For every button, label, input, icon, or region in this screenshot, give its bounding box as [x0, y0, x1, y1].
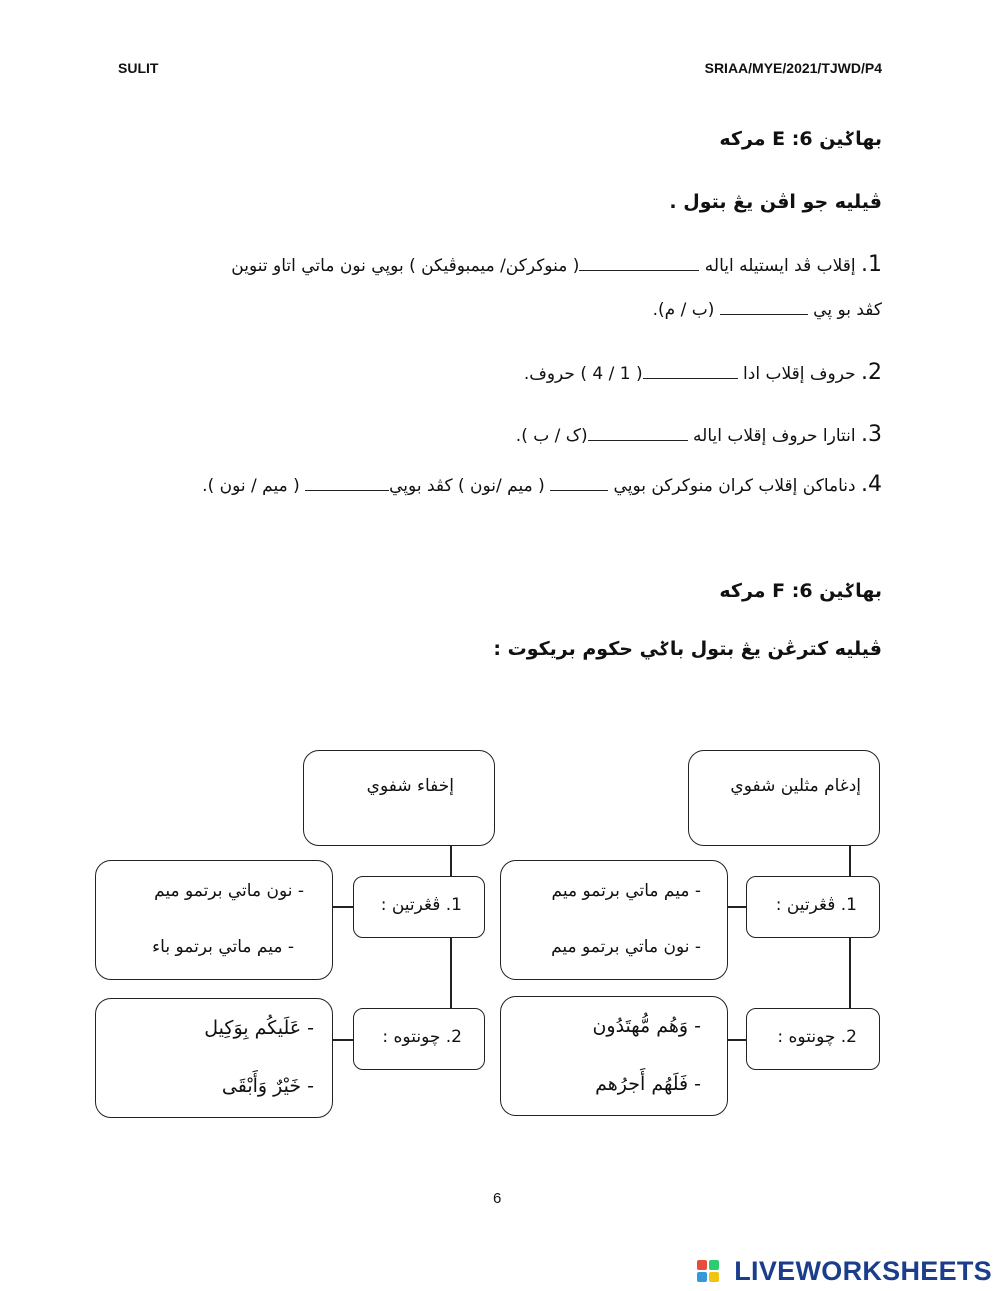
- liveworksheets-logo-icon: [697, 1260, 719, 1282]
- question-1-blank-2[interactable]: [720, 300, 808, 315]
- question-4-text-a: دناماکن إقلاب کران منوکرکن بوڽي: [613, 476, 856, 496]
- right-example-label: 2. چونتوه :: [777, 1027, 857, 1047]
- left-definition-2: - ميم ماتي برتمو باء: [152, 937, 294, 957]
- question-2-text-a: حروف إقلاب ادا: [743, 364, 856, 384]
- question-4-blank-1[interactable]: [550, 476, 608, 491]
- header-left: SULIT: [118, 60, 159, 76]
- header-right: SRIAA/MYE/2021/TJWD/P4: [704, 60, 882, 76]
- left-title-box: [303, 750, 495, 846]
- section-f-title: بهاݢين F :6 مرکه: [719, 580, 882, 602]
- question-1-text-c: کڤد بو ڽي: [813, 300, 882, 320]
- right-connector-1: [726, 906, 748, 908]
- question-3: [516, 422, 882, 447]
- question-3-text-b: (ک / ب ).: [515, 426, 588, 446]
- question-1-blank-1[interactable]: [579, 256, 699, 271]
- right-example-box: [500, 996, 728, 1116]
- liveworksheets-logo[interactable]: LIVEWORKSHEETS: [734, 1256, 992, 1286]
- question-4-number: 4.: [861, 472, 882, 497]
- left-example-box: [95, 998, 333, 1118]
- question-3-blank[interactable]: [588, 426, 688, 441]
- question-3-text-a: انتارا حروف إقلاب اياله: [693, 426, 856, 446]
- left-definition-1: - نون ماتي برتمو ميم: [154, 881, 304, 901]
- right-example-1: - وَهُم مُّهتَدُون: [592, 1015, 701, 1037]
- left-example-label-box: [353, 1008, 485, 1070]
- question-1-line-2: [653, 300, 882, 320]
- question-4-text-c: ( ميم / نون ).: [202, 476, 300, 496]
- right-connector-2: [726, 1039, 748, 1041]
- question-1-text-b: ( منوکرکن/ ميمبوڤيکن ) بوڽي نون ماتي اتاو تنوين: [231, 256, 580, 276]
- right-definition-2: - نون ماتي برتمو ميم: [551, 937, 701, 957]
- right-title-box: [688, 750, 880, 846]
- right-definition-box: [500, 860, 728, 980]
- right-title: إدغام مثلين شفوي: [730, 776, 861, 796]
- section-e-instruction: ڤيليه جو اڤن يڠ بتول .: [669, 191, 882, 213]
- right-example-label-box: [746, 1008, 880, 1070]
- question-1-text-a: إقلاب ڤد ايستيله اياله: [704, 256, 856, 276]
- left-definition-box: [95, 860, 333, 980]
- question-1-number: 1.: [861, 252, 882, 277]
- question-1-line-1: [231, 252, 882, 277]
- question-2-blank[interactable]: [643, 364, 738, 379]
- question-4-blank-2[interactable]: [305, 476, 389, 491]
- left-connector-2: [332, 1039, 354, 1041]
- section-e-title: بهاݢين E :6 مرکه: [719, 128, 882, 150]
- left-example-label: 2. چونتوه :: [382, 1027, 462, 1047]
- left-title: إخفاء شفوي: [366, 776, 454, 796]
- question-4: [202, 472, 882, 497]
- question-4-text-b: ( ميم /نون ) کڤد بوڽي: [389, 476, 545, 496]
- right-example-2: - فَلَهُم أَجرُهم: [595, 1073, 701, 1095]
- right-definition-1: - ميم ماتي برتمو ميم: [551, 881, 701, 901]
- section-f-instruction: ڤيليه کترڠن يڠ بتول باݢي حکوم بريکوت :: [493, 638, 882, 660]
- left-example-1: - عَلَيكُم بِوَكِيل: [204, 1017, 314, 1039]
- left-connector-1: [332, 906, 354, 908]
- question-1-text-d: (ب / م).: [652, 300, 715, 320]
- question-2: [524, 360, 882, 385]
- left-definition-label-box: [353, 876, 485, 938]
- page-number: 6: [493, 1190, 502, 1207]
- question-2-text-b: ( 1 / 4 ) حروف.: [523, 364, 643, 384]
- left-example-2: - خَيْرٌ وَأَبْقَى: [221, 1075, 314, 1097]
- left-definition-label: 1. ڤڠرتين :: [380, 895, 462, 915]
- question-2-number: 2.: [861, 360, 882, 385]
- right-definition-label: 1. ڤڠرتين :: [775, 895, 857, 915]
- right-definition-label-box: [746, 876, 880, 938]
- question-3-number: 3.: [861, 422, 882, 447]
